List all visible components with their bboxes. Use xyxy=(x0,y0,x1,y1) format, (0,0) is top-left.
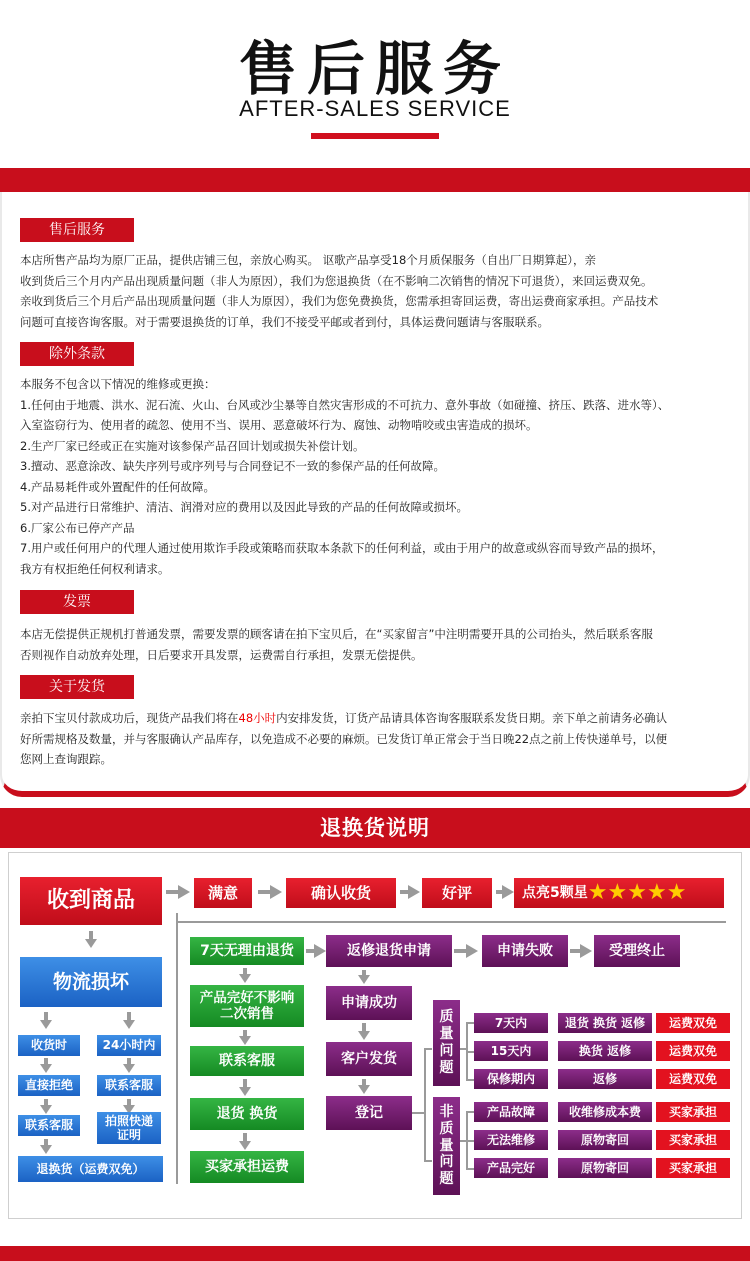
praise-box: 好评 xyxy=(422,878,492,908)
intact-product-box: 产品完好不影响二次销售 xyxy=(190,985,304,1027)
arrow-shaft xyxy=(400,890,408,894)
star-icon: ★ xyxy=(587,879,608,905)
repair-return-apply-box: 返修退货申请 xyxy=(326,935,452,967)
contact-cs-box-2: 联系客服 xyxy=(97,1075,161,1096)
period-warranty: 保修期内 xyxy=(474,1069,548,1089)
arrow-shaft xyxy=(89,931,93,939)
apply-success-box: 申请成功 xyxy=(326,986,412,1020)
confirm-receipt-box: 确认收货 xyxy=(286,878,396,908)
star-icon: ★ xyxy=(666,879,687,905)
apply-failed-box: 申请失败 xyxy=(482,935,568,967)
receive-goods-box: 收到商品 xyxy=(20,877,162,925)
title-underline xyxy=(311,133,439,139)
arrow-shaft xyxy=(243,1079,247,1087)
contact-cs-box-1: 联系客服 xyxy=(18,1115,80,1136)
fee-unrepairable: 买家承担 xyxy=(656,1130,730,1150)
arrow-down-icon xyxy=(40,1105,52,1114)
action-unrepairable: 原物寄回 xyxy=(558,1130,652,1150)
arrow-shaft xyxy=(570,949,580,953)
satisfied-box: 满意 xyxy=(194,878,252,908)
action-intact: 原物寄回 xyxy=(558,1158,652,1178)
connector-line xyxy=(424,1048,432,1050)
arrow-down-icon xyxy=(358,1085,370,1094)
connector-line xyxy=(466,1111,474,1113)
section-label-invoice: 发票 xyxy=(20,590,134,614)
arrow-shaft xyxy=(243,1133,247,1141)
star-icon: ★ xyxy=(646,879,667,905)
connector-line xyxy=(412,1112,424,1114)
connector-line xyxy=(466,1051,474,1053)
arrow-down-icon xyxy=(358,1031,370,1040)
connector-line xyxy=(176,921,726,923)
arrow-right-icon xyxy=(502,885,514,899)
buyer-pays-shipping-box: 买家承担运费 xyxy=(190,1151,304,1183)
fee-warranty: 运费双免 xyxy=(656,1069,730,1089)
arrow-right-icon xyxy=(580,944,592,958)
photo-proof-box: 拍照快递证明 xyxy=(97,1112,161,1144)
shipping-text: 亲拍下宝贝付款成功后，现货产品我们将在48小时内安排发货，订货产品请具体咨询客服联系发货日期。亲下单之前请务必确认 好所需规格及数量，并与客服确认产品库存，以免造成不必要的麻烦。已发货订单正常会于当日晚22点之前上传快递单号，以便 您网上查询跟踪。 xyxy=(20,711,668,766)
period-7d: 7天内 xyxy=(474,1013,548,1033)
action-7d: 退货 换货 返修 xyxy=(558,1013,652,1033)
arrow-down-icon xyxy=(239,1036,251,1045)
connector-line xyxy=(466,1022,474,1024)
connector-line xyxy=(424,1048,426,1162)
fee-fault: 买家承担 xyxy=(656,1102,730,1122)
contact-cs-green-box: 联系客服 xyxy=(190,1046,304,1076)
non-quality-issue-label: 非质量问题 xyxy=(433,1097,460,1195)
page-title: 售后服务 xyxy=(238,35,511,103)
logistics-damage-box: 物流损坏 xyxy=(20,957,162,1007)
reject-directly-box: 直接拒绝 xyxy=(18,1075,80,1096)
arrow-shaft xyxy=(44,1012,48,1020)
section-label-after-sales: 售后服务 xyxy=(20,218,134,242)
highlight-48h: 48小时 xyxy=(238,711,277,725)
arrow-down-icon xyxy=(123,1020,135,1029)
arrow-down-icon xyxy=(358,975,370,984)
section-label-shipping: 关于发货 xyxy=(20,675,134,699)
arrow-down-icon xyxy=(40,1064,52,1073)
five-stars-box: 点亮5颗星 ★ ★ ★ ★ ★ xyxy=(514,878,724,908)
arrow-shaft xyxy=(127,1012,131,1020)
action-15d: 换货 返修 xyxy=(558,1041,652,1061)
arrow-right-icon xyxy=(270,885,282,899)
returns-title: 退换货说明 xyxy=(0,808,750,848)
exclusions-text: 本服务不包含以下情况的维修或更换： 1.任何由于地震、洪水、泥石流、火山、台风或沙尘暴等自然灾害形成的不可抗力、意外事故（如碰撞、挤压、跌落、进水等）、 入室盗窃行为、使用者的疏忽、使用不当、误用、恶意破坏行为、腐蚀、动物啃咬或虫害造成的损坏。 2.生产厂家已经或正在实施对该参保产品召回计划或损失补偿计划。 3.擅动、恶意涂改、缺失序列号或序列号与合同登记不一致的参保产品的任何故障。 4.产品易耗件或外置配件的任何故障。 5.对产品进行日常维护、清洁、润滑对应的费用以及因此导致的产品的任何故障或损坏。 6.厂家公布已停产产品 7.用户或任何用户的代理人通过使用欺诈手段或策略而获取本条款下的任何利益，或由于用户的故意或纵容而导致产品的损坏， 我方有权拒绝任何权利请求。 xyxy=(20,377,670,576)
connector-line xyxy=(466,1079,474,1081)
exchange-free-shipping-box: 退换货（运费双免） xyxy=(18,1156,163,1182)
action-fault: 收维修成本费 xyxy=(558,1102,652,1122)
star-icon: ★ xyxy=(627,879,647,905)
arrow-right-icon xyxy=(178,885,190,899)
after-sales-text: 本店所售产品均为原厂正品，提供店铺三包，亲放心购买。 讴歌产品享受18个月质保服务（自出厂日期算起），亲 收到货后三个月内产品出现质量问题（非人为原因），我们为您退换货（在不影响二次销售的情况下可退货），来回运费双免。 亲收到货后三个月后产品出现质量问题（非人为原因），我们为您免费换货，您需承担寄回运费，寄出运费商家承担。产品技术 问题可直接咨询客服。对于需要退换货的订单，我们不接受平邮或者到付，具体运费问题请与客服联系。 xyxy=(20,253,659,329)
case-unrepairable: 无法维修 xyxy=(474,1130,548,1150)
page-subtitle: AFTER-SALES SERVICE xyxy=(239,96,511,121)
case-intact: 产品完好 xyxy=(474,1158,548,1178)
fee-15d: 运费双免 xyxy=(656,1041,730,1061)
connector-line xyxy=(176,921,178,1184)
arrow-down-icon xyxy=(85,939,97,948)
arrow-down-icon xyxy=(40,1145,52,1154)
star-icon: ★ xyxy=(607,879,628,905)
seven-day-return-box: 7天无理由退货 xyxy=(190,937,304,965)
connector-line xyxy=(466,1140,474,1142)
quality-issue-label: 质量问题 xyxy=(433,1000,460,1086)
arrow-shaft xyxy=(454,949,466,953)
arrow-down-icon xyxy=(239,1087,251,1096)
arrow-shaft xyxy=(362,1023,366,1031)
arrow-down-icon xyxy=(239,1141,251,1150)
connector-line xyxy=(466,1168,474,1170)
connector-line xyxy=(424,1160,432,1162)
arrow-down-icon xyxy=(123,1064,135,1073)
terminated-box: 受理终止 xyxy=(594,935,680,967)
arrow-right-icon xyxy=(466,944,478,958)
on-receipt-box: 收货时 xyxy=(18,1035,80,1056)
bottom-band xyxy=(0,1246,750,1261)
arrow-shaft xyxy=(258,890,270,894)
period-15d: 15天内 xyxy=(474,1041,548,1061)
fee-intact: 买家承担 xyxy=(656,1158,730,1178)
arrow-down-icon xyxy=(40,1020,52,1029)
case-fault: 产品故障 xyxy=(474,1102,548,1122)
connector-line xyxy=(460,1048,466,1050)
arrow-right-icon xyxy=(314,944,326,958)
arrow-shaft xyxy=(166,890,178,894)
customer-ship-box: 客户发货 xyxy=(326,1042,412,1076)
return-exchange-box: 退货 换货 xyxy=(190,1098,304,1130)
arrow-shaft xyxy=(306,949,314,953)
invoice-text: 本店无偿提供正规机打普通发票，需要发票的顾客请在拍下宝贝后，在“买家留言”中注明需要开具的公司抬头，然后联系客服 否则视作自动放弃处理，日后要求开具发票，运费需自行承担，发票无偿提供。 xyxy=(20,627,653,662)
arrow-right-icon xyxy=(408,885,420,899)
arrow-down-icon xyxy=(239,974,251,983)
within-24h-box: 24小时内 xyxy=(97,1035,161,1056)
action-warranty: 返修 xyxy=(558,1069,652,1089)
register-box: 登记 xyxy=(326,1096,412,1130)
fee-7d: 运费双免 xyxy=(656,1013,730,1033)
section-label-exclusions: 除外条款 xyxy=(20,342,134,366)
